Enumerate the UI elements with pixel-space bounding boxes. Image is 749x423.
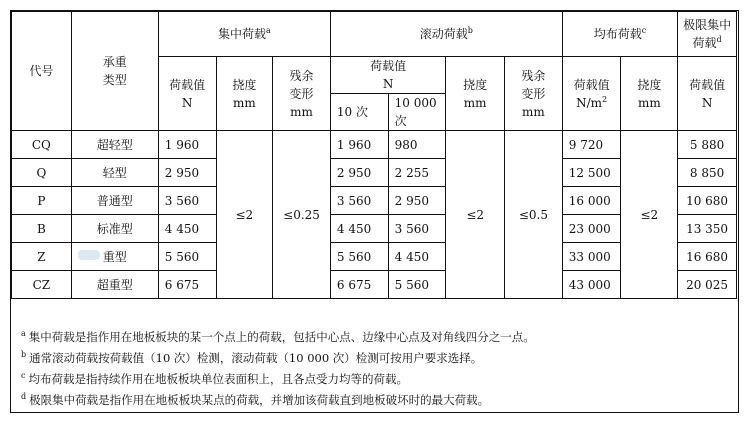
row-conc-load: 6 675 <box>158 271 216 299</box>
footnote-d-mark: d <box>21 392 27 402</box>
merged-roll-deflection: ≤2 <box>446 131 505 299</box>
row-uniform-load: 16 000 <box>562 187 621 215</box>
row-roll-10000: 2 255 <box>388 159 446 187</box>
row-conc-load: 2 950 <box>158 159 216 187</box>
row-code: CZ <box>12 271 72 299</box>
row-roll-10: 4 450 <box>330 215 388 243</box>
row-uniform-load: 9 720 <box>562 131 621 159</box>
row-ultimate-load: 16 680 <box>678 243 737 271</box>
header-roll-residual-unit: mm <box>522 104 545 119</box>
row-conc-load: 4 450 <box>158 215 216 243</box>
row-type: 重型 <box>71 243 158 271</box>
row-code: CQ <box>12 131 72 159</box>
footnote-mark-a: a <box>265 26 271 35</box>
row-ultimate-load: 13 350 <box>678 215 737 243</box>
merged-uniform-deflection: ≤2 <box>621 131 678 299</box>
header-roll-load-unit: N <box>382 77 394 91</box>
header-ultimate-load-unit: N <box>701 95 713 110</box>
header-uniform-load-unit: N/m <box>576 95 603 110</box>
row-uniform-load: 43 000 <box>562 271 621 299</box>
row-roll-10000: 3 560 <box>388 215 446 243</box>
header-conc-load <box>158 57 216 131</box>
merged-conc-residual: ≤0.25 <box>273 131 331 299</box>
footnotes <box>11 317 737 411</box>
header-uniform-load-unit-exp: 2 <box>602 94 608 104</box>
spec-table-frame <box>10 10 739 413</box>
row-conc-load: 3 560 <box>158 187 216 215</box>
footnote-b-mark: b <box>21 350 27 360</box>
row-roll-10: 3 560 <box>330 187 388 215</box>
header-conc-deflection <box>216 57 273 131</box>
header-type <box>71 12 158 131</box>
header-type-line1: 承重 <box>102 55 127 69</box>
header-roll-load <box>330 57 445 94</box>
row-roll-10000: 5 560 <box>388 271 446 299</box>
row-type: 超轻型 <box>71 131 158 159</box>
header-code: 代号 <box>12 12 72 131</box>
row-ultimate-load: 10 680 <box>678 187 737 215</box>
row-code: B <box>12 215 72 243</box>
header-rolling <box>330 12 562 57</box>
header-roll-residual <box>505 57 563 131</box>
row-uniform-load: 12 500 <box>562 159 621 187</box>
header-ultimate-load-label: 荷载值 <box>689 77 726 92</box>
row-ultimate-load: 5 880 <box>678 131 737 159</box>
header-uniform <box>562 12 677 57</box>
row-type: 轻型 <box>71 159 158 187</box>
header-roll-deflection-label: 挠度 <box>463 77 488 92</box>
footnote-a-mark: a <box>21 329 26 339</box>
header-conc-load-label: 荷载值 <box>169 77 206 92</box>
header-roll-deflection-unit: mm <box>463 95 487 110</box>
header-ultimate-line2: 荷载 <box>692 36 717 50</box>
scan-smudge <box>78 250 100 260</box>
header-uniform-load <box>562 57 621 131</box>
row-roll-10: 2 950 <box>330 159 388 187</box>
row-roll-10000: 980 <box>388 131 446 159</box>
row-type: 超重型 <box>71 271 158 299</box>
header-uniform-load-label: 荷载值 <box>573 77 610 92</box>
footnote-mark-b: b <box>467 26 473 35</box>
header-roll-10: 10 次 <box>330 94 388 131</box>
footnote-d-text: 极限集中荷载是指作用在地板板块某点的荷载，并增加该荷载直到地板破坏时的最大荷载。 <box>29 393 490 407</box>
header-uniform-deflection-unit: mm <box>637 95 661 110</box>
footnote-b-text: 通常滚动荷载按荷载值（10 次）检测，滚动荷载（10 000 次）检测可按用户要求选择。 <box>29 351 483 365</box>
row-uniform-load: 33 000 <box>562 243 621 271</box>
header-concentrated <box>158 12 330 57</box>
header-uniform-deflection <box>621 57 678 131</box>
footnote-a-text: 集中荷载是指作用在地板板块的某一个点上的荷载，包括中心点、边缘中心点及对角线四分之一点。 <box>28 330 535 344</box>
header-uniform-label: 均布荷载 <box>593 27 642 41</box>
footnote-a <box>21 327 737 348</box>
header-conc-residual <box>273 57 331 131</box>
merged-roll-residual: ≤0.5 <box>505 131 563 299</box>
table-row <box>12 131 737 159</box>
header-ultimate-load <box>678 57 737 131</box>
footnote-c-text: 均布荷载是指持续作用在地板板块单位表面积上，且各点受力均等的荷载。 <box>28 372 408 386</box>
header-roll-deflection <box>446 57 505 131</box>
load-spec-table <box>11 11 737 299</box>
header-conc-deflection-unit: mm <box>232 95 256 110</box>
row-roll-10000: 4 450 <box>388 243 446 271</box>
footnote-d <box>21 390 737 411</box>
row-conc-load: 1 960 <box>158 131 216 159</box>
header-concentrated-label: 集中荷载 <box>217 27 266 41</box>
row-code: Q <box>12 159 72 187</box>
footnote-c <box>21 369 737 390</box>
row-roll-10000: 2 950 <box>388 187 446 215</box>
row-conc-load: 5 560 <box>158 243 216 271</box>
header-conc-residual-line2: 变形 <box>289 86 314 101</box>
merged-conc-deflection: ≤2 <box>216 131 273 299</box>
row-type: 普通型 <box>71 187 158 215</box>
footnote-b <box>21 348 737 369</box>
row-code: Z <box>12 243 72 271</box>
row-ultimate-load: 8 850 <box>678 159 737 187</box>
header-conc-deflection-label: 挠度 <box>232 77 257 92</box>
header-uniform-deflection-label: 挠度 <box>637 77 662 92</box>
header-ultimate <box>678 12 737 57</box>
row-roll-10: 1 960 <box>330 131 388 159</box>
footnote-mark-d: d <box>716 35 722 44</box>
row-uniform-load: 23 000 <box>562 215 621 243</box>
row-roll-10: 6 675 <box>330 271 388 299</box>
footnote-mark-c: c <box>641 26 647 35</box>
row-type: 标准型 <box>71 215 158 243</box>
header-row-1 <box>12 12 737 57</box>
header-conc-load-unit: N <box>181 95 193 110</box>
row-code: P <box>12 187 72 215</box>
header-rolling-label: 滚动荷载 <box>419 27 468 41</box>
footnote-c-mark: c <box>21 371 26 381</box>
header-roll-10000: 10 000 次 <box>388 94 446 131</box>
row-ultimate-load: 20 025 <box>678 271 737 299</box>
header-roll-load-label: 荷载值 <box>370 59 407 73</box>
header-ultimate-line1: 极限集中 <box>683 18 732 32</box>
row-roll-10: 5 560 <box>330 243 388 271</box>
header-roll-residual-line1: 残余 <box>521 68 546 83</box>
header-conc-residual-line1: 残余 <box>289 68 314 83</box>
header-conc-residual-unit: mm <box>290 104 313 119</box>
header-type-line2: 类型 <box>102 73 127 87</box>
header-roll-residual-line2: 变形 <box>521 86 546 101</box>
